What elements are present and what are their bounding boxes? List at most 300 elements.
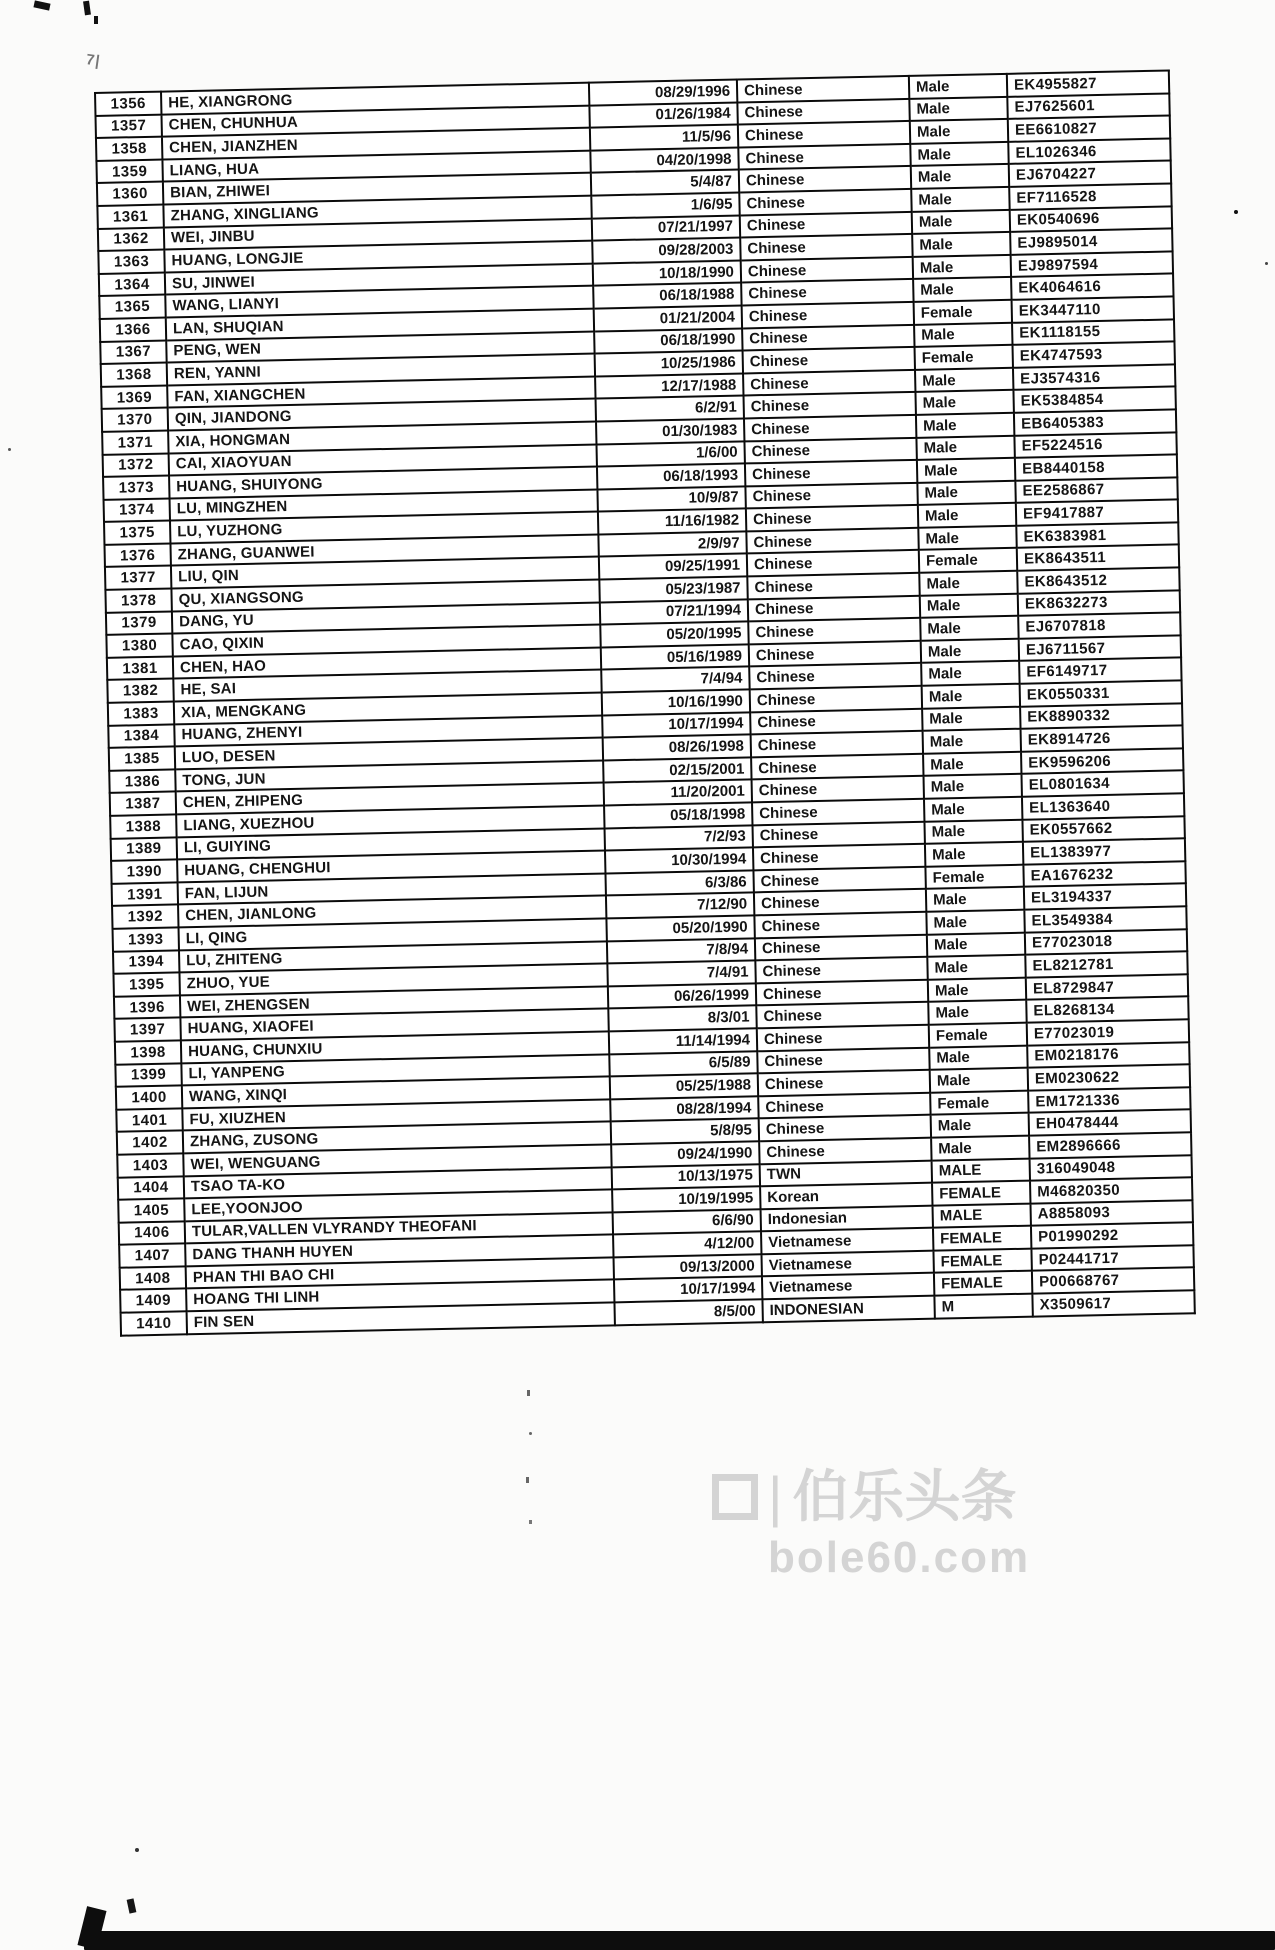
scan-speck [527,1390,530,1396]
cell-gender: Male [926,887,1024,912]
cell-nationality: Chinese [743,347,915,373]
cell-number: 1381 [107,656,173,680]
cell-gender: Female [929,1023,1027,1048]
cell-gender: Male [915,368,1013,393]
cell-number: 1364 [99,272,165,296]
cell-name: LEE,YOONJOO [184,1189,612,1221]
watermark-pipe: | [768,1465,783,1528]
cell-number: 1360 [97,182,163,206]
cell-dob: 04/20/1998 [590,147,738,173]
cell-dob: 10/16/1990 [602,689,750,715]
cell-number: 1376 [104,543,170,567]
cell-nationality: Chinese [744,437,916,463]
cell-number: 1394 [113,950,179,974]
cell-nationality: Korean [760,1183,932,1209]
cell-name: CHEN, ZHIPENG [176,783,604,815]
cell-nationality: Chinese [748,595,920,621]
cell-number: 1384 [108,724,174,748]
cell-id: EM1721336 [1028,1087,1190,1113]
cell-id: EL1363640 [1022,793,1184,819]
cell-dob: 10/25/1986 [595,351,743,377]
cell-number: 1357 [95,114,161,138]
cell-number: 1356 [95,92,161,116]
cell-dob: 05/25/1988 [610,1073,758,1099]
cell-id: EK9596206 [1021,748,1183,774]
cell-number: 1393 [113,927,179,951]
cell-dob: 06/18/1988 [593,283,741,309]
cell-dob: 8/5/00 [614,1299,762,1325]
cell-nationality: Chinese [738,121,910,147]
cell-nationality: Chinese [740,234,912,260]
cell-number: 1400 [116,1086,182,1110]
cell-dob: 06/18/1990 [594,328,742,354]
cell-dob: 5/8/95 [611,1119,759,1145]
cell-id: EL3549384 [1024,906,1186,932]
cell-nationality: Chinese [758,1070,930,1096]
cell-dob: 1/6/95 [591,192,739,218]
cell-id: EB6405383 [1014,409,1176,435]
cell-nationality: Chinese [746,528,918,554]
cell-id: EK3447110 [1012,296,1174,322]
cell-nationality: Chinese [742,324,914,350]
cell-name: LIANG, HUA [162,150,590,182]
cell-id: EJ7625601 [1007,93,1169,119]
cell-dob: 11/20/2001 [604,780,752,806]
cell-gender: Female [925,864,1023,889]
cell-number: 1365 [99,295,165,319]
cell-nationality: Chinese [742,302,914,328]
cell-number: 1404 [118,1176,184,1200]
cell-id: EK8643512 [1017,567,1179,593]
cell-name: DANG THANH HUYEN [185,1235,613,1267]
cell-dob: 6/2/91 [596,396,744,422]
cell-dob: 11/16/1982 [598,509,746,535]
cell-nationality: Chinese [758,1092,930,1118]
cell-dob: 08/29/1996 [589,80,737,106]
cell-dob: 6/3/86 [605,870,753,896]
scan-speck [529,1432,532,1435]
cell-dob: 7/4/94 [601,667,749,693]
cell-dob: 10/30/1994 [605,848,753,874]
cell-number: 1371 [102,430,168,454]
scan-speck [83,1,91,16]
cell-number: 1407 [119,1244,185,1268]
cell-nationality: Chinese [739,166,911,192]
cell-number: 1390 [111,860,177,884]
cell-dob: 10/17/1994 [602,712,750,738]
cell-nationality: Chinese [745,460,917,486]
cell-nationality: Chinese [746,505,918,531]
cell-number: 1374 [104,498,170,522]
cell-name: DANG, YU [172,602,600,634]
cell-gender: Male [928,1000,1026,1025]
cell-gender: FEMALE [932,1181,1030,1206]
cell-id: EK4955827 [1007,70,1169,96]
cell-dob: 09/28/2003 [592,238,740,264]
scan-speck [8,448,11,451]
cell-dob: 05/20/1990 [606,915,754,941]
cell-dob: 02/15/2001 [603,757,751,783]
watermark-logo-icon [712,1474,758,1520]
cell-name: FAN, LIJUN [178,873,606,905]
cell-name: TULAR,VALLEN VLYRANDY THEOFANI [185,1212,613,1244]
scan-speck [135,1848,139,1852]
cell-name: WEI, ZHENGSEN [180,986,608,1018]
cell-gender: Male [916,413,1014,438]
cell-gender: Male [910,119,1008,144]
cell-name: ZHUO, YUE [179,964,607,996]
cell-number: 1398 [115,1040,181,1064]
cell-name: HOANG THI LINH [186,1280,614,1312]
cell-name: CHEN, JIANZHEN [162,128,590,160]
cell-dob: 7/2/93 [605,825,753,851]
cell-dob: 09/13/2000 [614,1254,762,1280]
cell-number: 1377 [105,566,171,590]
passenger-table [94,69,1196,1336]
cell-dob: 05/20/1995 [600,622,748,648]
cell-nationality: Chinese [744,392,916,418]
watermark-title: 伯乐头条 [792,1465,1017,1528]
cell-nationality: Chinese [744,415,916,441]
cell-gender: Male [924,797,1022,822]
cell-gender: M [934,1294,1032,1319]
cell-id: A8858093 [1030,1200,1192,1226]
cell-number: 1402 [117,1131,183,1155]
cell-gender: Male [930,1068,1028,1093]
scan-mark [127,1898,137,1913]
cell-gender: Male [931,1113,1029,1138]
cell-dob: 2/9/97 [598,531,746,557]
cell-id: EK5384854 [1013,387,1175,413]
cell-gender: Male [924,774,1022,799]
cell-dob: 06/26/1999 [608,983,756,1009]
cell-name: LU, MINGZHEN [170,489,598,521]
cell-id: EJ6707818 [1018,613,1180,639]
cell-name: LUO, DESEN [175,738,603,770]
cell-nationality: Chinese [741,257,913,283]
cell-number: 1368 [101,363,167,387]
cell-id: E77023019 [1027,1019,1189,1045]
cell-id: EL8212781 [1025,951,1187,977]
cell-dob: 12/17/1988 [595,373,743,399]
cell-id: 316049048 [1030,1155,1192,1181]
cell-gender: FEMALE [933,1226,1031,1251]
cell-gender: Male [918,503,1016,528]
cell-number: 1410 [121,1311,187,1335]
cell-nationality: Chinese [750,708,922,734]
cell-dob: 01/30/1983 [596,418,744,444]
cell-name: LI, GUIYING [177,828,605,860]
cell-gender: Female [919,548,1017,573]
cell-number: 1399 [115,1063,181,1087]
cell-nationality: Chinese [752,799,924,825]
cell-nationality: Chinese [753,844,925,870]
cell-id: EE6610827 [1008,116,1170,142]
cell-name: LU, ZHITENG [179,941,607,973]
cell-name: FU, XIUZHEN [182,1099,610,1131]
cell-number: 1373 [103,476,169,500]
cell-gender: Male [912,232,1010,257]
cell-dob: 01/26/1984 [589,102,737,128]
cell-id: EK1118155 [1012,319,1174,345]
cell-name: WANG, XINQI [182,1077,610,1109]
cell-id: EK0550331 [1020,680,1182,706]
cell-dob: 07/21/1994 [600,599,748,625]
cell-nationality: Chinese [747,550,919,576]
cell-number: 1397 [114,1018,180,1042]
cell-id: EM2896666 [1029,1132,1191,1158]
cell-nationality: Chinese [751,731,923,757]
cell-nationality: Chinese [755,934,927,960]
cell-number: 1396 [114,995,180,1019]
cell-number: 1386 [109,769,175,793]
cell-name: HE, XIANGRONG [161,83,589,115]
cell-gender: Male [923,729,1021,754]
cell-nationality: Chinese [756,1002,928,1028]
cell-gender: Male [917,480,1015,505]
cell-number: 1385 [109,747,175,771]
cell-name: BIAN, ZHIWEI [163,173,591,205]
cell-gender: Male [922,706,1020,731]
cell-dob: 8/3/01 [608,1006,756,1032]
cell-name: ZHANG, ZUSONG [183,1122,611,1154]
cell-id: EL8729847 [1026,974,1188,1000]
cell-name: XIA, MENGKANG [174,693,602,725]
cell-gender: FEMALE [934,1271,1032,1296]
cell-nationality: Chinese [738,144,910,170]
cell-name: LAN, SHUQIAN [166,309,594,341]
cell-nationality: Indonesian [761,1205,933,1231]
cell-number: 1388 [110,814,176,838]
cell-name: WANG, LIANYI [165,286,593,318]
watermark [712,1465,1132,1583]
cell-id: EA1676232 [1023,861,1185,887]
cell-id: EJ3574316 [1013,364,1175,390]
cell-nationality: Vietnamese [761,1251,933,1277]
cell-id: EK4064616 [1011,274,1173,300]
cell-name: LIANG, XUEZHOU [176,805,604,837]
table-scan-region [94,69,1196,1336]
cell-gender: Male [913,277,1011,302]
cell-gender: Male [924,819,1022,844]
cell-dob: 4/12/00 [613,1232,761,1258]
cell-dob: 6/6/90 [613,1209,761,1235]
cell-id: P01990292 [1031,1223,1193,1249]
cell-name: CHEN, CHUNHUA [161,105,589,137]
cell-nationality: Chinese [751,754,923,780]
cell-id: EK0540696 [1010,206,1172,232]
cell-gender: FEMALE [933,1248,1031,1273]
cell-id: E77023018 [1025,929,1187,955]
cell-name: QIN, JIANDONG [168,399,596,431]
cell-gender: Male [909,96,1007,121]
cell-number: 1358 [96,137,162,161]
cell-name: WEI, JINBU [164,218,592,250]
cell-id: EE2586867 [1015,477,1177,503]
cell-nationality: Chinese [753,867,925,893]
cell-nationality: Chinese [759,1138,931,1164]
cell-name: XIA, HONGMAN [168,421,596,453]
cell-id: P00668767 [1032,1268,1194,1294]
cell-id: EL1383977 [1023,839,1185,865]
cell-dob: 09/24/1990 [611,1141,759,1167]
cell-gender: Male [915,390,1013,415]
cell-id: EF6149717 [1019,658,1181,684]
scan-speck [1234,210,1238,214]
cell-name: HUANG, CHENGHUI [177,851,605,883]
cell-name: ZHANG, XINGLIANG [163,196,591,228]
cell-gender: Male [921,661,1019,686]
cell-name: CAO, QIXIN [172,625,600,657]
cell-gender: Male [923,752,1021,777]
cell-number: 1366 [100,317,166,341]
cell-nationality: Chinese [754,912,926,938]
cell-gender: MALE [932,1158,1030,1183]
cell-number: 1372 [103,453,169,477]
cell-id: EL0801634 [1021,771,1183,797]
cell-number: 1401 [116,1108,182,1132]
cell-dob: 05/23/1987 [599,576,747,602]
cell-name: PENG, WEN [166,331,594,363]
cell-name: SU, JINWEI [165,263,593,295]
cell-nationality: TWN [760,1160,932,1186]
cell-id: EK8643511 [1017,545,1179,571]
cell-nationality: Chinese [754,889,926,915]
cell-number: 1389 [111,837,177,861]
cell-name: CHEN, JIANLONG [178,896,606,928]
cell-dob: 08/28/1994 [610,1096,758,1122]
cell-name: LI, YANPENG [181,1054,609,1086]
scan-edge-bar [84,1931,1275,1950]
cell-name: REN, YANNI [167,354,595,386]
cell-name: FIN SEN [187,1302,615,1334]
scan-speck [94,16,98,24]
cell-number: 1406 [119,1221,185,1245]
cell-dob: 7/8/94 [607,938,755,964]
cell-gender: Male [919,571,1017,596]
cell-gender: MALE [933,1203,1031,1228]
cell-nationality: Chinese [741,279,913,305]
cell-name: HUANG, XIAOFEI [180,1009,608,1041]
cell-nationality: Chinese [737,99,909,125]
cell-gender: Male [918,526,1016,551]
cell-gender: Male [911,187,1009,212]
cell-number: 1409 [120,1289,186,1313]
cell-id: P02441717 [1031,1245,1193,1271]
cell-gender: Male [928,977,1026,1002]
cell-nationality: INDONESIAN [762,1296,934,1322]
cell-nationality: Chinese [739,189,911,215]
cell-gender: Male [931,1136,1029,1161]
cell-name: HE, SAI [173,670,601,702]
cell-id: EM0218176 [1027,1042,1189,1068]
cell-nationality: Chinese [757,1025,929,1051]
cell-number: 1405 [118,1198,184,1222]
cell-gender: Male [913,255,1011,280]
cell-nationality: Chinese [750,686,922,712]
cell-number: 1359 [96,159,162,183]
cell-id: EB8440158 [1015,454,1177,480]
cell-id: EK6383981 [1016,522,1178,548]
cell-nationality: Chinese [752,776,924,802]
cell-id: EJ6711567 [1019,635,1181,661]
cell-dob: 07/21/1997 [592,215,740,241]
cell-name: HUANG, SHUIYONG [169,467,597,499]
cell-number: 1363 [98,250,164,274]
cell-dob: 01/21/2004 [594,305,742,331]
cell-number: 1380 [106,634,172,658]
cell-id: EJ6704227 [1009,161,1171,187]
cell-nationality: Vietnamese [761,1228,933,1254]
cell-name: FAN, XIANGCHEN [167,376,595,408]
cell-nationality: Vietnamese [762,1273,934,1299]
cell-gender: Male [927,932,1025,957]
cell-gender: Male [911,164,1009,189]
cell-id: EL1026346 [1008,138,1170,164]
cell-nationality: Chinese [737,76,909,102]
cell-gender: Female [915,345,1013,370]
cell-number: 1362 [98,227,164,251]
cell-id: EF9417887 [1016,500,1178,526]
cell-gender: Male [921,639,1019,664]
cell-dob: 06/18/1993 [597,464,745,490]
cell-gender: Male [929,1045,1027,1070]
cell-name: QU, XIANGSONG [171,580,599,612]
cell-number: 1375 [104,521,170,545]
cell-name: LI, QING [179,918,607,950]
cell-dob: 10/18/1990 [593,260,741,286]
cell-id: EJ9895014 [1010,229,1172,255]
watermark-url: bole60.com [768,1532,1031,1582]
cell-number: 1383 [108,701,174,725]
cell-id: EK4747593 [1012,342,1174,368]
cell-dob: 10/13/1975 [612,1164,760,1190]
cell-nationality: Chinese [755,957,927,983]
cell-nationality: Chinese [756,979,928,1005]
cell-id: EF5224516 [1014,432,1176,458]
cell-id: EH0478444 [1029,1110,1191,1136]
cell-dob: 11/5/96 [590,125,738,151]
cell-nationality: Chinese [752,821,924,847]
cell-number: 1387 [110,792,176,816]
cell-id: EK0557662 [1022,816,1184,842]
cell-dob: 08/26/1998 [603,735,751,761]
cell-number: 1391 [112,882,178,906]
cell-gender: Male [922,684,1020,709]
cell-number: 1378 [105,589,171,613]
scan-speck [526,1477,529,1483]
cell-dob: 11/14/1994 [609,1028,757,1054]
cell-gender: Male [917,458,1015,483]
cell-nationality: Chinese [749,663,921,689]
cell-nationality: Chinese [743,370,915,396]
cell-name: HUANG, ZHENYI [174,715,602,747]
cell-number: 1379 [106,611,172,635]
cell-gender: Male [925,842,1023,867]
scan-speck [33,0,50,10]
cell-name: TSAO TA-KO [184,1167,612,1199]
cell-id: EL3194337 [1024,884,1186,910]
cell-number: 1370 [102,408,168,432]
cell-gender: Male [916,435,1014,460]
cell-id: EF7116528 [1009,183,1171,209]
cell-name: PHAN THI BAO CHI [186,1257,614,1289]
cell-number: 1382 [107,679,173,703]
cell-gender: Male [914,322,1012,347]
cell-nationality: Chinese [740,211,912,237]
cell-name: LU, YUZHONG [170,512,598,544]
scan-speck [1265,262,1268,265]
